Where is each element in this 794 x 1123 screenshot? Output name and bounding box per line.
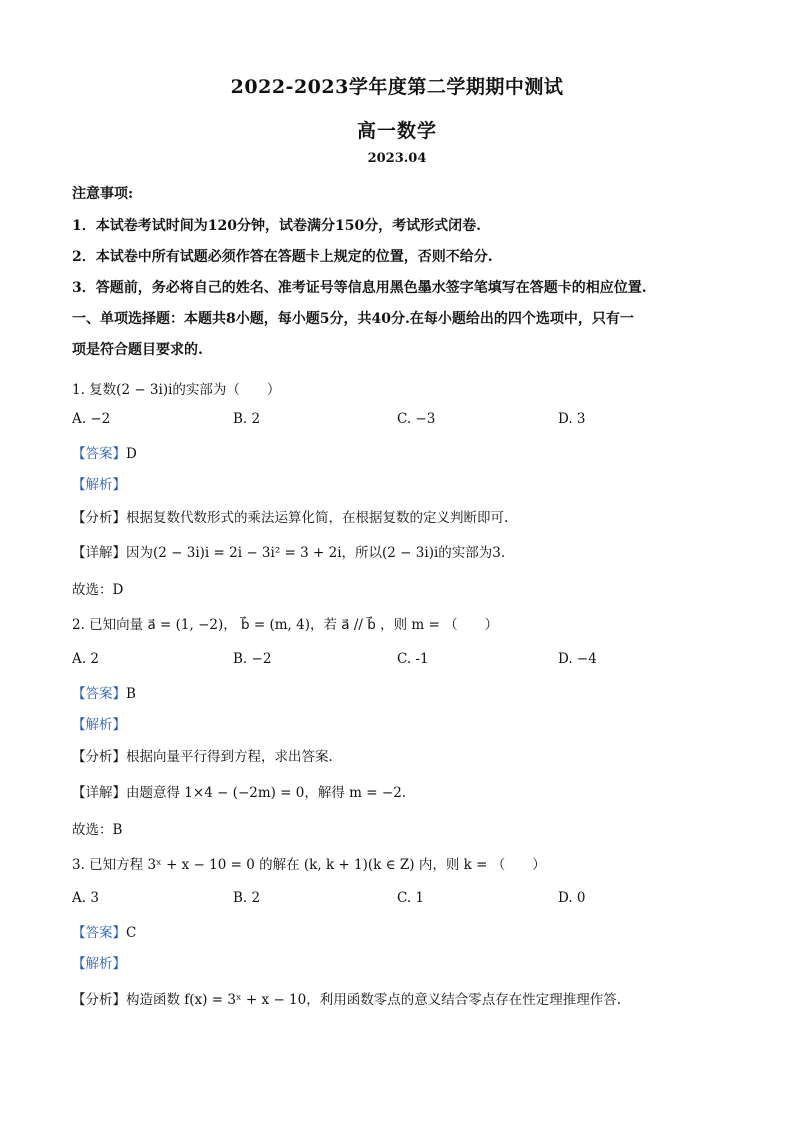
q3-analysis-label [72, 952, 126, 972]
q2-fenxi [72, 745, 333, 765]
section-heading-line1: 一、单项选择题：本题共8小题，每小题5分，共40分.在每小题给出的四个选项中，只有一 [72, 311, 634, 327]
q3-fenxi-text: 构造函数 f(x) = 3ˣ + x − 10，利用函数零点的意义结合零点存在性定理推理作答. [126, 992, 622, 1008]
fenxi-label: 【分析】 [72, 510, 126, 526]
q1-option-d: D. 3 [558, 411, 586, 427]
q2-option-b: B. −2 [233, 651, 272, 667]
q1-fenxi-text: 根据复数代数形式的乘法运算化简，在根据复数的定义判断即可. [126, 510, 509, 526]
q1-option-a: A. −2 [72, 411, 111, 427]
answer-label: 【答案】 [72, 925, 126, 941]
q1-answer [72, 442, 137, 462]
q1-xiangjie-text: 因为(2 − 3i)i = 2i − 3i² = 3 + 2i，所以(2 − 3i)i的实部为3. [126, 545, 506, 561]
q2-xiangjie [72, 781, 406, 801]
q1-option-c: C. −3 [397, 411, 436, 427]
q3-answer [72, 921, 136, 941]
question-1-stem: 1. 复数(2 − 3i)i的实部为（ ） [72, 382, 281, 398]
guxuan-label: 故选： [72, 582, 113, 598]
q2-analysis-label [72, 713, 126, 733]
q2-xiangjie-text: 由题意得 1×4 − (−2m) = 0，解得 m = −2. [126, 785, 407, 801]
exam-date: 2023.04 [367, 151, 427, 166]
q1-xiangjie [72, 541, 505, 561]
q1-fenxi [72, 506, 508, 526]
q3-option-c: C. 1 [397, 890, 425, 906]
exam-title: 2022-2023学年度第二学期期中测试 [230, 76, 564, 98]
xiangjie-label: 【详解】 [72, 545, 126, 561]
q1-guxuan-value: D [112, 582, 124, 598]
q3-option-b: B. 2 [233, 890, 261, 906]
analysis-label: 【解析】 [72, 477, 126, 493]
question-2-stem: 2. 已知向量 a⃗ = (1, −2)， b⃗ = (m, 4)，若 a⃗ // b⃗ ，则 m = （ ） [72, 617, 499, 633]
q2-answer-value: B [126, 686, 136, 702]
exam-subject: 高一数学 [356, 120, 437, 142]
answer-label: 【答案】 [72, 686, 126, 702]
q2-option-d: D. −4 [558, 651, 597, 667]
q2-option-c: C. -1 [397, 651, 429, 667]
note-item-1: 1．本试卷考试时间为120分钟，试卷满分150分，考试形式闭卷. [72, 218, 482, 234]
fenxi-label: 【分析】 [72, 749, 126, 765]
notes-heading: 注意事项: [72, 186, 134, 202]
guxuan-label: 故选： [72, 822, 113, 838]
q3-option-d: D. 0 [558, 890, 586, 906]
q2-guxuan [72, 818, 122, 838]
q3-answer-value: C [126, 925, 137, 941]
analysis-label: 【解析】 [72, 956, 126, 972]
xiangjie-label: 【详解】 [72, 785, 126, 801]
question-3-stem: 3. 已知方程 3ˣ + x − 10 = 0 的解在 (k, k + 1)(k ∈ Z) 内，则 k = （ ） [72, 857, 546, 873]
q1-answer-value: D [126, 446, 137, 462]
q2-guxuan-value: B [112, 822, 123, 838]
q1-guxuan [72, 578, 123, 598]
q2-option-a: A. 2 [72, 651, 99, 667]
note-item-2: 2．本试卷中所有试题必须作答在答题卡上规定的位置，否则不给分. [72, 249, 493, 265]
answer-label: 【答案】 [72, 446, 126, 462]
q3-fenxi [72, 988, 621, 1008]
fenxi-label: 【分析】 [72, 992, 126, 1008]
q2-fenxi-text: 根据向量平行得到方程，求出答案. [126, 749, 333, 765]
q1-analysis-label [72, 473, 126, 493]
section-heading-line2: 项是符合题目要求的. [72, 342, 203, 358]
note-item-3: 3．答题前，务必将自己的姓名、准考证号等信息用黑色墨水签字笔填写在答题卡的相应位置. [72, 280, 647, 296]
q1-option-b: B. 2 [233, 411, 261, 427]
q2-answer [72, 682, 136, 702]
q3-option-a: A. 3 [72, 890, 99, 906]
analysis-label: 【解析】 [72, 717, 126, 733]
